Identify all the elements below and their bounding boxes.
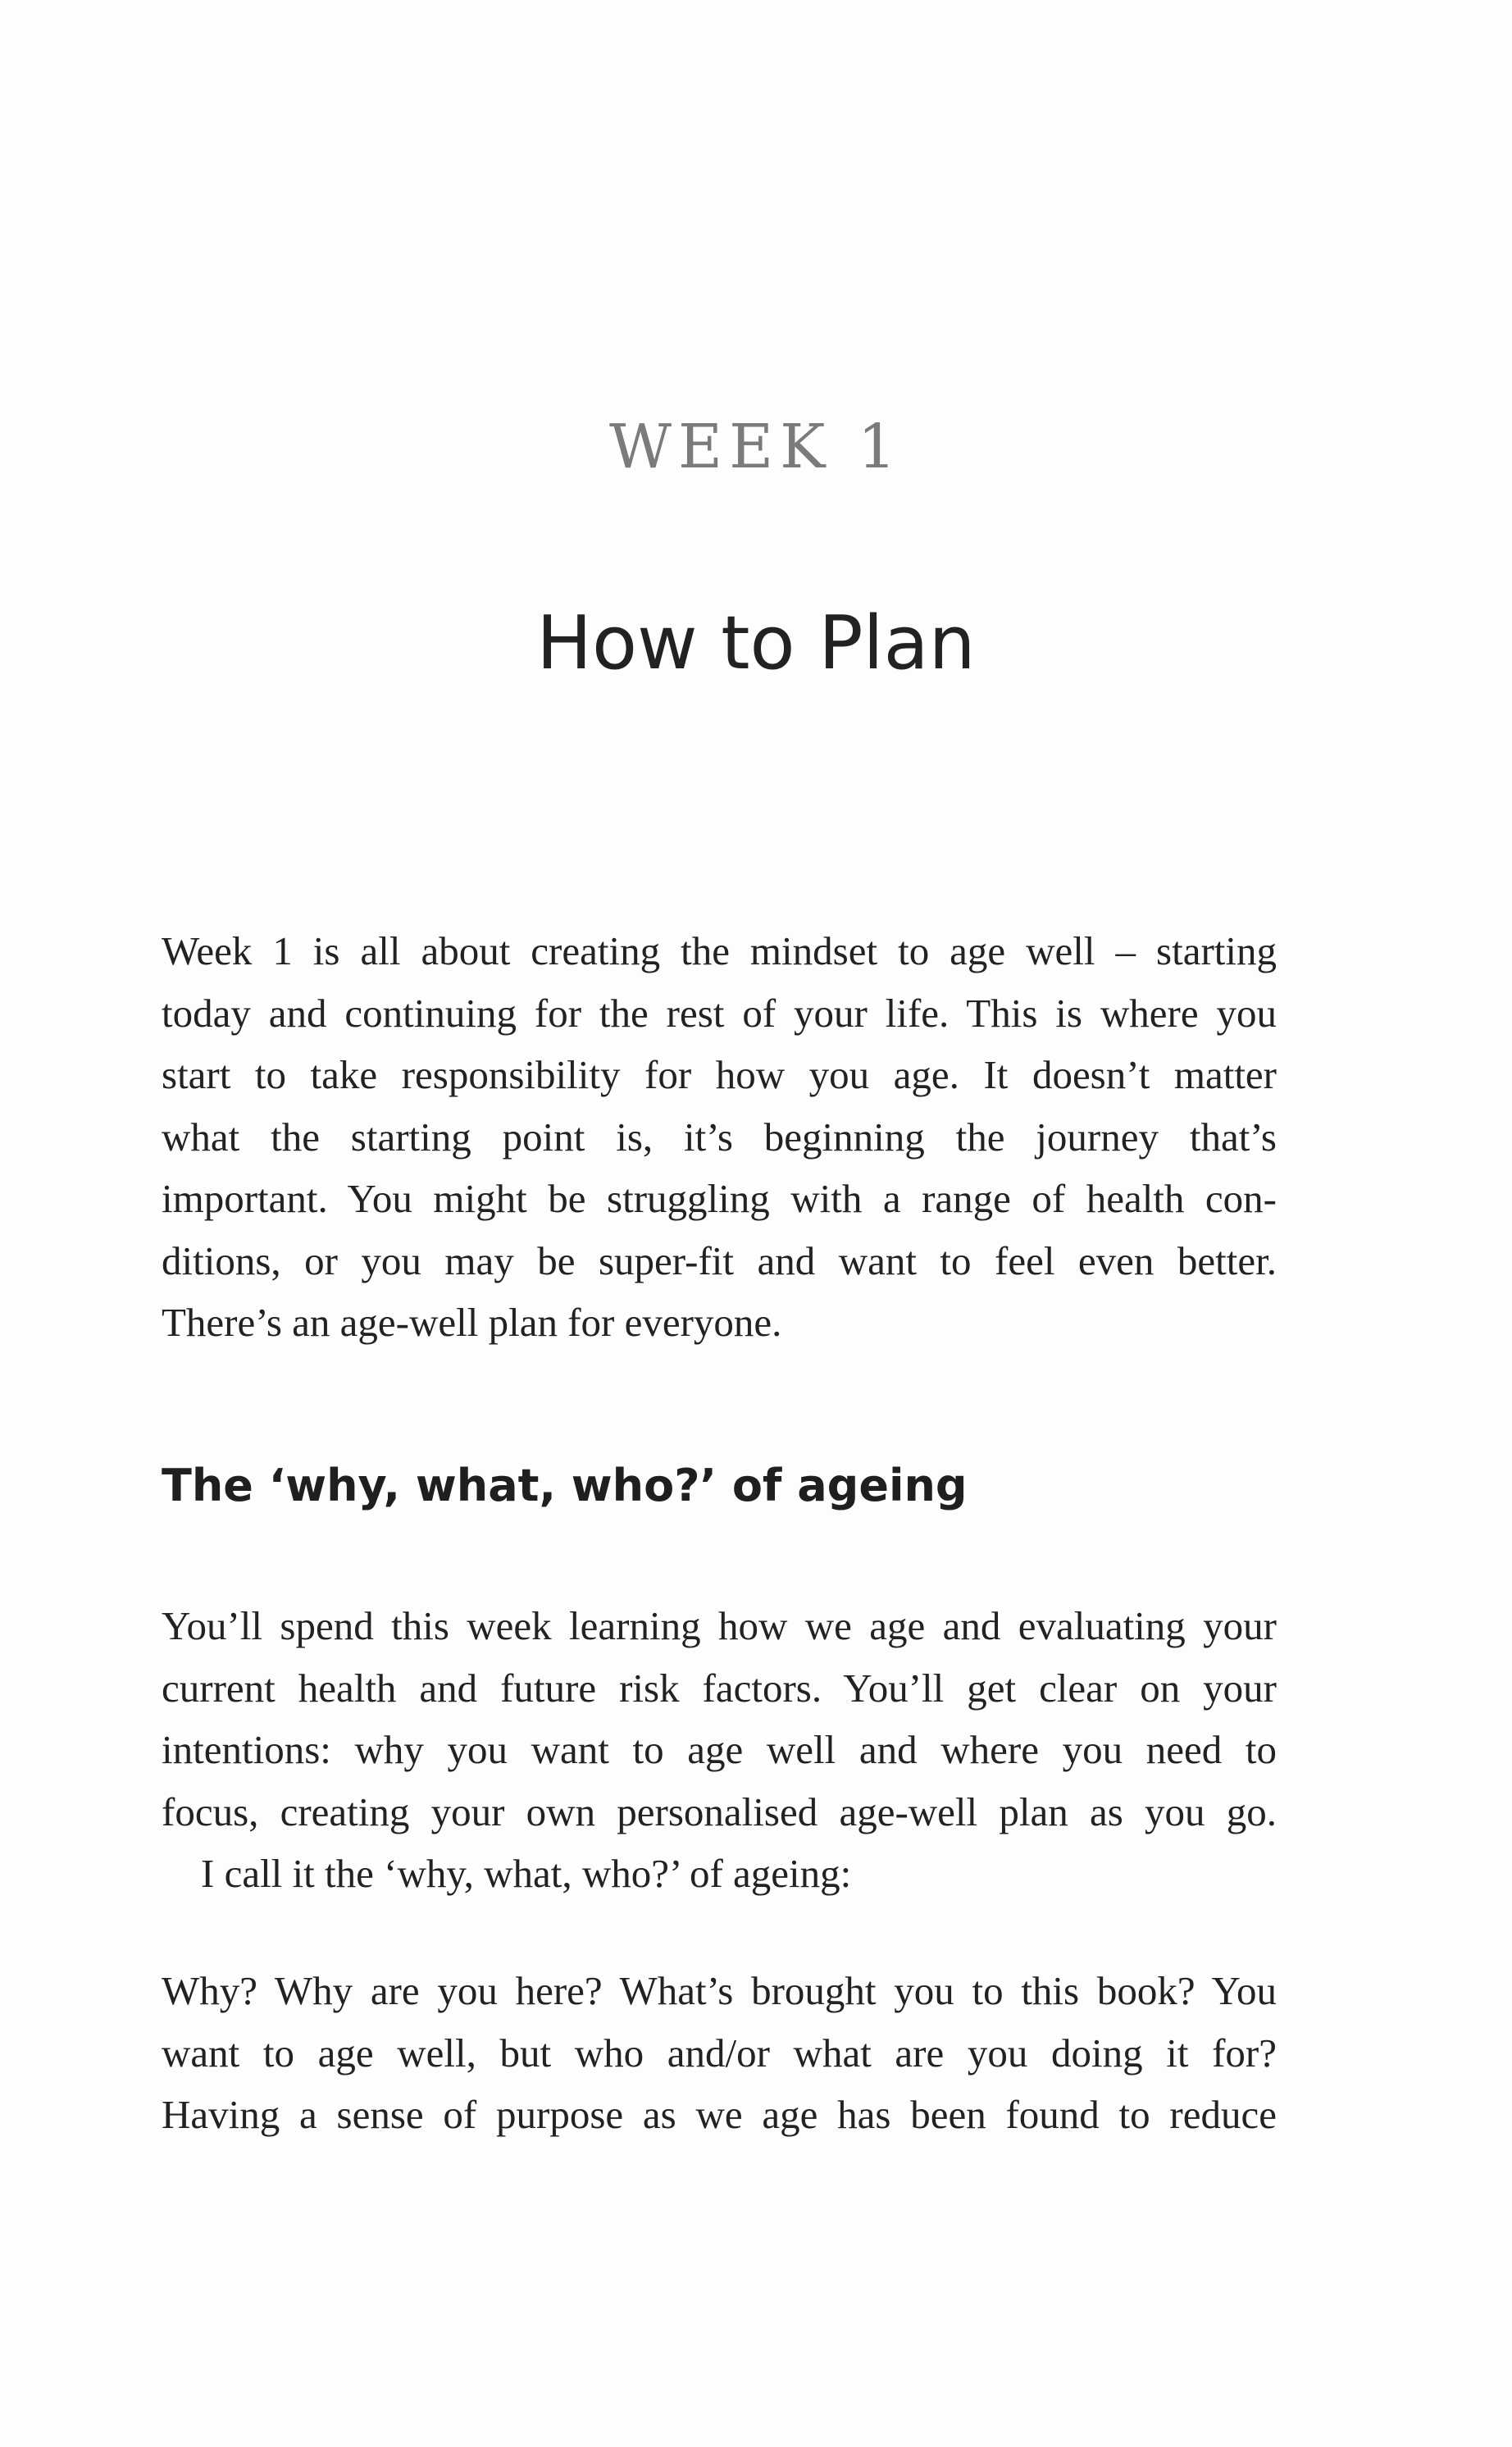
intro-line: important. You might be struggling with a range of health con- [162, 1176, 1277, 1221]
intro-line: today and continuing for the rest of your life. This is where you [162, 990, 1277, 1036]
intro-line: Week 1 is all about creating the mindset to age well – starting [162, 928, 1277, 973]
section-line: current health and future risk factors. You’ll get clear on your [162, 1665, 1277, 1711]
why-term: Why? [162, 1968, 257, 2013]
chapter-title: How to Plan [536, 600, 976, 686]
intro-line: There’s an age-well plan for everyone. [162, 1300, 782, 1345]
why-line: want to age well, but who and/or what are you doing it for? [162, 2030, 1277, 2076]
intro-line: start to take responsibility for how you age. It doesn’t matter [162, 1052, 1277, 1097]
intro-paragraph [162, 920, 1277, 1354]
why-line: Having a sense of purpose as we age has been found to reduce [162, 2092, 1277, 2137]
why-line-first-rest: Why are you here? What’s brought you to this book? You [257, 1968, 1277, 2013]
section-line: You’ll spend this week learning how we age and evaluating your [162, 1603, 1277, 1648]
section-paragraph-2: I call it the ‘why, what, who?’ of ageing: [201, 1851, 852, 1896]
why-line-first [162, 1960, 1277, 2022]
section-paragraph-1 [162, 1595, 1277, 1905]
chapter-label: WEEK 1 [609, 412, 903, 482]
intro-line: what the starting point is, it’s beginning the journey that’s [162, 1114, 1277, 1160]
section-line: intentions: why you want to age well and where you need to [162, 1727, 1277, 1772]
why-paragraph [162, 1960, 1277, 2146]
section-line: focus, creating your own personalised age-well plan as you go. [162, 1789, 1277, 1834]
intro-line: ditions, or you may be super-fit and want to feel even better. [162, 1237, 1277, 1283]
section-heading: The ‘why, what, who?’ of ageing [162, 1460, 968, 1511]
